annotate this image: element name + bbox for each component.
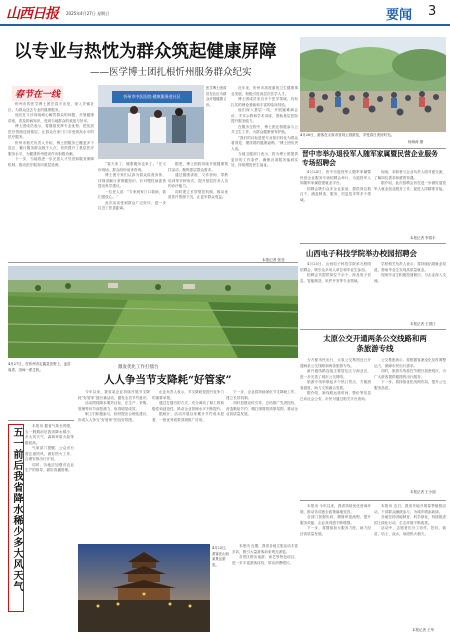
- lead-body-col-2: “春天来了，健康服务也来了。”在义诊现场，群众纷纷前来咨询。 博士团专家们认真为群众检查身体，详细讲解日常保健知识，针对慢性病患者提出科学建议。 一位老人说：“专家到家门口看病，我们很放心。” 此次活动受到群众广泛好评，进一步拉近了医患距离。: [98, 162, 166, 210]
- park-photo-caption: 4月26日，游客在太原市晋祠公园游览，享受春日美好时光。: [300, 133, 395, 137]
- jobs-body-col-2: 现场，求职者与企业负责人面对面交流，了解岗位需求和薪资待遇。 据介绍，此次招聘会旨在进一步做好退役军人就业创业服务工作，促进人岗精准对接。: [374, 170, 446, 191]
- rule-mid: [8, 262, 298, 263]
- bottom-mid-body: 本报讯 近期，我省各地文旅活动丰富多彩，吸引大量游客前来观光游览。 各景区推出夜游、演艺等特色项目，进一步丰富游客体验，带动消费增长。: [232, 544, 298, 565]
- tower-photo: [78, 544, 210, 632]
- page-number: 3: [428, 4, 437, 19]
- lead-byline: 本报记者 张莹: [262, 258, 285, 262]
- jobs-byline: 本报记者 李春丰: [410, 236, 436, 240]
- rule-left-1: [8, 420, 74, 421]
- park-photo-credit: 杨海涛 摄: [408, 140, 424, 144]
- lead-photo-caption: 医学博士团成员在社区为群众开展健康义诊。: [206, 86, 227, 107]
- bus-body-col-2: 公交集团表示，将根据客流变化及时调整运力，保障市民出行需求。 同时，旅游专线将在节假日加密班次，为广大游客提供便捷的出行服务。 下一步，将持续优化线网布局，提升公交服务品质。: [374, 358, 446, 390]
- rule-right-2: [300, 243, 446, 244]
- rural-kicker: 激发优化工作打擂台: [118, 365, 159, 370]
- rural-photo-caption: 4月27日，在忻州市定襄县沃野上，麦苗返青，田间一派生机。: [8, 362, 71, 372]
- bottom-right-brief-2: 本报讯 今年以来，我省持续优化营商环境，推动各项惠企政策落地见效。 各部门加强协同，精简审批流程，提升服务效能，企业获得感不断增强。 下一步，将继续加大服务力度，助力经济高质量发展。: [300, 504, 371, 536]
- jobs-body-col-1: 4月24日，晋中市退役军人随军家属暨民营企业服务专场招聘会举行，为退役军人和随军家属搭建就业平台。 招聘会吸引众多企业参加，提供岗位数百个，涵盖制造、服务、信息技术等多个领域。: [300, 170, 371, 202]
- rural-headline: 人人争当节支降耗“好管家”: [104, 374, 232, 386]
- tower-photo-caption: 4月25日，游客在山西某景区游览。: [212, 546, 229, 567]
- column-tag: 春节在一线: [12, 86, 63, 101]
- rule-right-3: [300, 329, 446, 330]
- rule-right-1: [300, 148, 446, 149]
- lead-photo: [98, 85, 204, 159]
- univ-body-col-2: 学校相关负责人表示，将持续拓展就业渠道，帮助毕业生实现高质量就业。 现场毕业生积极投递简历，与企业深入交流。: [374, 262, 446, 283]
- rural-body-col-3: 下一步，企业将持续深化节支降耗工作，建立长效机制。 同时加强宣传引导，总结推广先进经验，营造勤俭节约、精打细算的浓厚氛围，推动企业高质量发展。: [226, 390, 298, 416]
- bus-headline: 太原公交开通两条公交线路和两条旅游专线: [323, 334, 427, 353]
- bus-byline: 本报记者 王小丽: [410, 490, 436, 494]
- section-name: 要闻: [386, 8, 413, 23]
- rural-aerial-photo: [8, 266, 298, 358]
- univ-body-col-1: 4月25日，山西电子科技学院举办校园招聘会，吸引众多用人单位和毕业生参加。 招聘会共提供岗位千余个，涉及电子信息、智能制造、软件开发等专业领域。: [300, 262, 371, 283]
- bottom-right-brief: 本报讯 近日，我省多地开展春季植树活动，干部群众踊跃参与，为城乡增添新绿。 各地坚持因地制宜、科学绿化，持续推进国土绿化行动，生态环境不断改善。 活动中，志愿者们分工协作，挖坑、栽苗、培土、浇水，场面热火朝天。: [374, 504, 446, 536]
- rural-body-col-2: 企业负责人表示，节支降耗是提升竞争力的重要举措。 通过打擂台的方式，充分调动了职工的积极性和创造性，推动企业管理水平不断提升。 据统计，活动开展以来累计节约成本显著，一批优秀成果得到推广应用。: [152, 390, 224, 422]
- newspaper-logo: 山西日报: [6, 6, 58, 22]
- univ-headline: 山西电子科技学院举办校园招聘会: [306, 249, 417, 258]
- lead-body-col-1: 忻州市的医学博士团在春天出发，深入乡镇社区，为群众送去专业的健康服务。 他们在义诊现场耐心解答群众的问题，开展健康讲座，普及防病知识，受到当地群众的欢迎与好评。 博士团成员表示，将继续发挥专业优势，把优质医疗资源送到基层，让群众在家门口享受到高水平的医疗服务。 忻州市相关负责人介绍，博士团服务已覆盖多个县区，累计服务群众数千人次，有效提升了基层医疗服务水平，为健康忻州建设作出积极贡献。 下一步，当地将进一步完善人才引进和服务保障机制，推动医疗服务向基层延伸。: [8, 102, 94, 167]
- lead-subhead: ——医学博士团扎根忻州服务群众纪实: [90, 67, 252, 78]
- bus-body-col-1: 为方便市民出行，太原公交集团近日开通两条公交线路和两条旅游专线。 新开通线路连接主要居住区与商业区，进一步完善了城市公交网络。 旅游专线串联起多个热门景点，方便游客游览，助力文旅融合发展。 据介绍，新线路运营时间、票价等信息已向社会公布，市民可通过相关平台查询。: [300, 358, 371, 401]
- lead-body-col-3: 据悉，博士团将持续开展健康帮扶活动，聚焦基层群众需求。 通过健康讲座、义诊咨询、带教培训等多种形式，提升基层医务人员的诊疗能力。 同时建立长效帮扶机制，推动优质医疗资源下沉，让更多群众受益。: [168, 162, 228, 199]
- jobs-headline: 晋中市举办退役军人随军家属暨民营企业服务专场招聘会: [302, 150, 438, 167]
- bottom-right-byline: 本报记者 王华: [412, 628, 435, 632]
- park-photo: [300, 37, 446, 132]
- masthead-rule: [0, 24, 450, 26]
- lead-body-col-4: 近年来，忻州市高度重视卫生健康事业发展，积极引进高层次医学人才。 博士团成员来自多个医学领域，具有扎实的理论基础和丰富的临床经验。 他们深入基层一线，开展疑难病会诊、手术示教和学术讲座，帮助基层医院提升服务能力。 在服务过程中，博士团还积极参与公共卫生工作，为群众健康保驾护航。 “我们的目标是把专业知识转化为群众看得见、摸得着的健康福利。”博士团负责人说。 当地卫健部门表示，将为博士团提供更好的工作条件，确保各项服务落到实处，持续增进民生福祉。: [231, 86, 298, 167]
- rural-body-col-1: 今年以来，我省某企业持续开展节支降耗“好管家”擂台赛活动，激发全员节约意识。 活动围绕降本增效目标，在生产、采购、管理等环节深挖潜力，取得明显成效。 职工们积极参与，纷纷提出合理化建议，形成人人争当“好管家”的良好氛围。: [78, 390, 150, 422]
- lead-headline: 以专业与热忱为群众筑起健康屏障: [14, 42, 277, 62]
- rule-right-4: [300, 500, 446, 501]
- issue-date: 2025年4月27日 星期日: [66, 11, 110, 16]
- masthead: [0, 0, 450, 24]
- weather-body: 本报讯 据省气象台预报，五一假期前后我省降水稀少，多大风天气，森林草原火险等级较高。 气象部门提醒，公众出行需注意防风，做好防火工作，合理安排出行计划。 同时，各地应加强对农业生产的指导，做好春播管理。: [25, 424, 74, 472]
- lead-photo-sign: 忻州市中医医院·健康服务进社区: [123, 94, 181, 99]
- weather-headline-text: 五一前后我省降水稀少多大风天气: [11, 427, 22, 592]
- weather-headline: [8, 424, 24, 612]
- univ-byline: 本报记者 王国江: [410, 322, 436, 326]
